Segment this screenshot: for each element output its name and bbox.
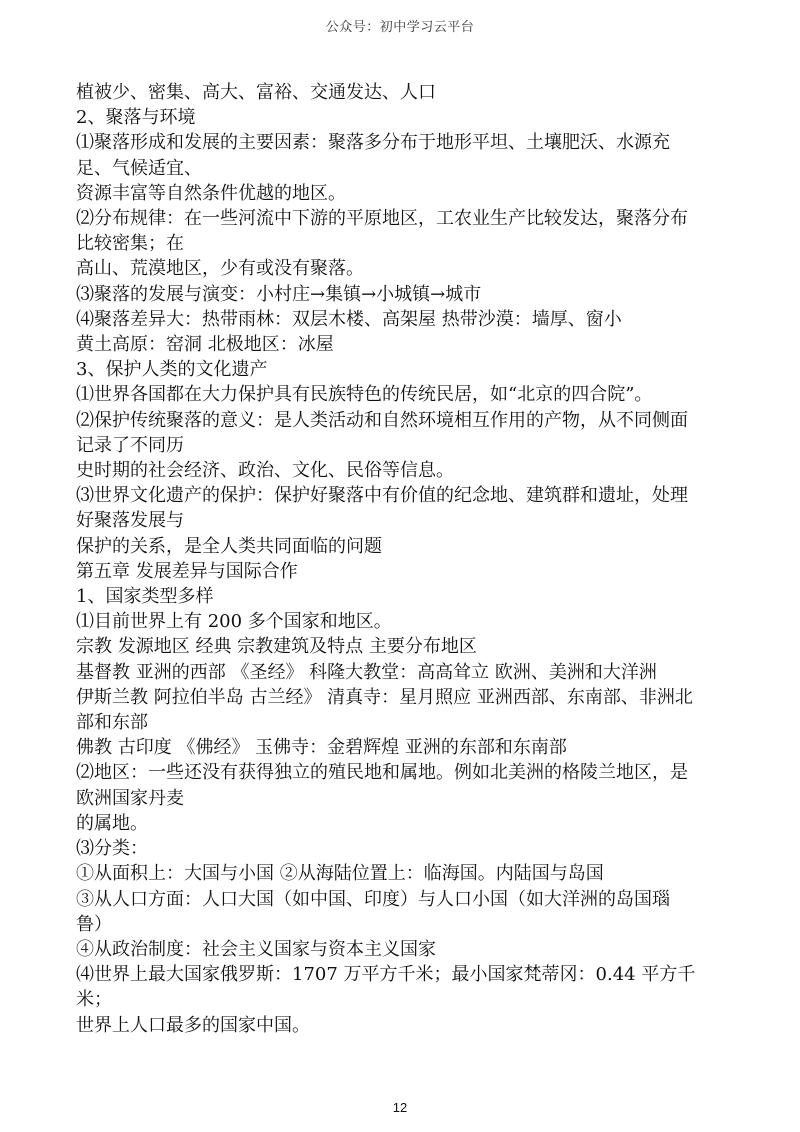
text-line: 米； [76,989,112,1011]
text-line: 世界上人口最多的国家中国。 [76,1014,310,1036]
text-line: ⑶分类： [76,838,148,860]
text-line: 鲁） [76,913,112,935]
text-line: 部和东部 [76,712,148,734]
text-line: 记录了不同历 [76,434,184,456]
text-line: 足、气候适宜、 [76,157,202,179]
page-header: 公众号：初中学习云平台 [325,20,475,35]
text-line: 宗教 发源地区 经典 宗教建筑及特点 主要分布地区 [76,636,477,658]
text-line: 基督教 亚洲的西部 《圣经》 科隆大教堂：高高耸立 欧洲、美洲和大洋洲 [76,661,657,683]
text-line: ⑶聚落的发展与演变：小村庄→集镇→小城镇→城市 [76,283,482,305]
text-line: ⑵分布规律：在一些河流中下游的平原地区，工农业生产比较发达，聚落分布 [76,208,688,230]
text-line: 的属地。 [76,812,148,834]
text-line: ⑴聚落形成和发展的主要因素：聚落多分布于地形平坦、土壤肥沃、水源充 [76,132,670,154]
text-line: 黄土高原：窑洞 北极地区：冰屋 [76,334,334,356]
text-line: ⑷聚落差异大：热带雨林：双层木楼、高架屋 热带沙漠：墙厚、窗小 [76,308,622,330]
text-line: ⑶世界文化遗产的保护：保护好聚落中有价值的纪念地、建筑群和遗址，处理 [76,485,688,507]
text-line: ⑵保护传统聚落的意义：是人类活动和自然环境相互作用的产物，从不同侧面 [76,409,688,431]
text-line: ④从政治制度：社会主义国家与资本主义国家 [76,938,436,960]
text-line: 伊斯兰教 阿拉伯半岛 古兰经》 清真寺：星月照应 亚洲西部、东南部、非洲北 [76,686,693,708]
text-line: ③从人口方面：人口大国（如中国、印度）与人口小国（如大洋洲的岛国瑙 [76,888,670,910]
text-line: ⑵地区：一些还没有获得独立的殖民地和属地。例如北美洲的格陵兰地区，是 [76,762,688,784]
page-number: 12 [392,1100,408,1115]
chapter-heading: 第五章 发展差异与国际合作 [76,560,298,582]
text-line: 比较密集；在 [76,233,184,255]
text-line: 植被少、密集、高大、富裕、交通发达、人口 [76,82,436,103]
text-line: ⑴世界各国都在大力保护具有民族特色的传统民居，如“北京的四合院”。 [76,384,653,406]
text-line: 史时期的社会经济、政治、文化、民俗等信息。 [76,460,454,482]
text-line: 好聚落发展与 [76,510,184,532]
text-line: 佛教 古印度 《佛经》 玉佛寺：金碧辉煌 亚洲的东部和东南部 [76,737,567,759]
section-heading: 2、聚落与环境 [76,107,196,129]
text-line: ⑷世界上最大国家俄罗斯：1707 万平方千米；最小国家梵蒂冈：0.44 平方千 [76,964,696,986]
section-heading: 1、国家类型多样 [76,586,214,608]
text-line: 资源丰富等自然条件优越的地区。 [76,182,346,204]
section-heading: 3、保护人类的文化遗产 [76,359,268,381]
document-body [76,80,726,1038]
text-line: 高山、荒漠地区，少有或没有聚落。 [76,258,364,280]
text-line: 保护的关系，是全人类共同面临的问题 [76,535,382,557]
text-line: ⑴目前世界上有 200 多个国家和地区。 [76,611,392,633]
text-line: 欧洲国家丹麦 [76,787,184,809]
text-line: ①从面积上：大国与小国 ②从海陆位置上：临海国。内陆国与岛国 [76,863,604,885]
